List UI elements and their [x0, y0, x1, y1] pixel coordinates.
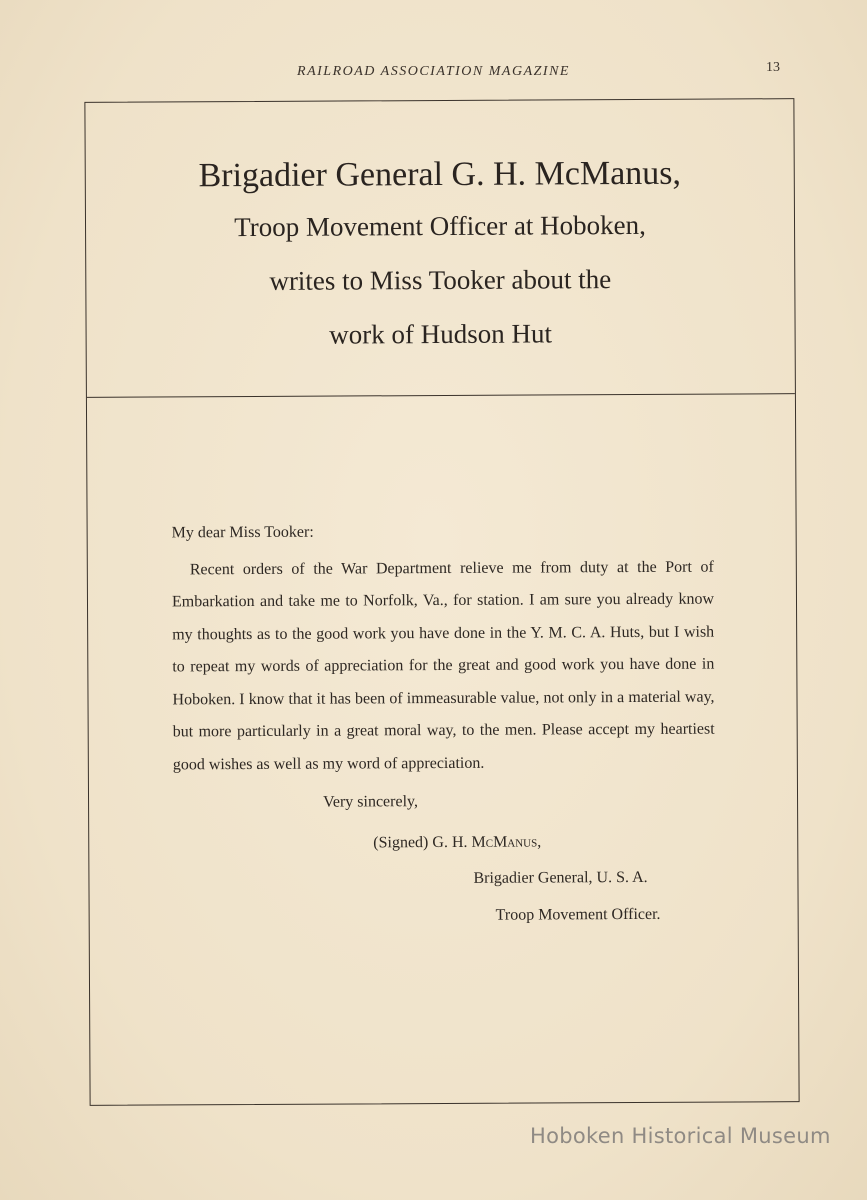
signed-prefix: (Signed) — [373, 833, 429, 851]
article-frame — [84, 98, 799, 1106]
signature-office: Troop Movement Officer. — [495, 905, 661, 924]
article-title — [86, 149, 795, 363]
title-line-3: writes to Miss Tooker about the — [269, 264, 612, 296]
running-head: RAILROAD ASSOCIATION MAGAZINE — [297, 64, 570, 79]
museum-watermark: Hoboken Historical Museum — [530, 1124, 831, 1148]
title-line-1: Brigadier General G. H. McManus, — [198, 154, 682, 195]
title-line-2: Troop Movement Officer at Hoboken, — [234, 209, 646, 243]
title-divider — [87, 393, 795, 398]
title-line-4: work of Hudson Hut — [329, 318, 553, 350]
letter-salutation: My dear Miss Tooker: — [171, 523, 314, 542]
page-number: 13 — [766, 60, 780, 75]
letter — [172, 515, 716, 934]
letter-body: Recent orders of the War Department relieve me from duty at the Port of Embarkation and take me to Norfolk, Va., for station. I am sure you already know my thoughts as to the good work you have done in the Y. M. C. A. Huts, but I wish to repeat my words of appreciation for the great and good work you have done in Hoboken. I know that it has been of immeasurable value, not only in a material way, but more particularly in a great moral way, to the men. Please accept my heartiest good wishes as well as my word of appreciation. — [171, 558, 715, 773]
letter-signature — [373, 825, 715, 859]
signature-name: G. H. McManus, — [432, 832, 542, 851]
letter-closing: Very sincerely, — [323, 793, 419, 811]
signature-rank: Brigadier General, U. S. A. — [473, 868, 648, 887]
